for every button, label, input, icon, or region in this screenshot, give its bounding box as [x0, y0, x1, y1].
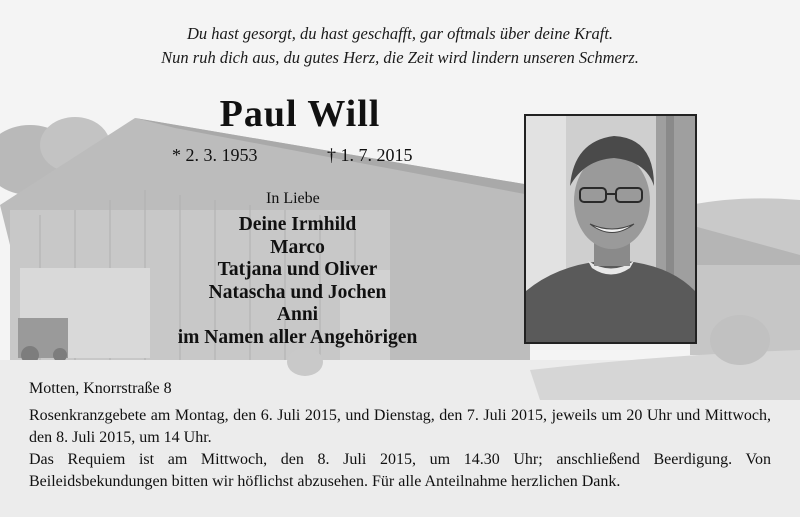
memorial-poem: [0, 22, 800, 70]
mourners-list: [150, 214, 445, 349]
birth-date: * 2. 3. 1953: [172, 145, 258, 165]
service-information: [29, 405, 771, 493]
poem-line-1: Du hast gesorgt, du hast geschafft, gar oftmals über deine Kraft.: [186, 24, 614, 43]
mourner-line: Deine Irmhild: [238, 214, 357, 235]
mourner-line: Natascha und Jochen: [208, 281, 387, 303]
mourner-line: Marco: [270, 236, 325, 258]
deceased-name: Paul Will: [219, 93, 381, 135]
death-date: † 1. 7. 2015: [327, 145, 413, 165]
in-love-label: In Liebe: [266, 190, 320, 207]
address-line: Motten, Knorrstraße 8: [29, 380, 172, 397]
mourner-line: Anni: [276, 304, 319, 325]
mourner-line: im Namen aller Angehörigen: [177, 326, 418, 348]
poem-line-2: Nun ruh dich aus, du gutes Herz, die Zeit wird lindern unseren Schmerz.: [161, 48, 639, 67]
mourner-line: Tatjana und Oliver: [217, 259, 378, 280]
requiem-paragraph: Das Requiem ist am Mittwoch, den 8. Juli 2015, um 14.30 Uhr; anschließend Beerdigung. Von Beileidsbekundungen bitten wir höflichst abzusehen. Für alle Anteilnahme herzlichen Dank.: [29, 451, 771, 490]
rosary-paragraph: Rosenkranzgebete am Montag, den 6. Juli 2015, und Dienstag, den 7. Juli 2015, jeweils um 20 Uhr und Mittwoch, den 8. Juli 2015, um 14 Uhr.: [29, 407, 771, 446]
portrait-photo: [524, 114, 697, 344]
